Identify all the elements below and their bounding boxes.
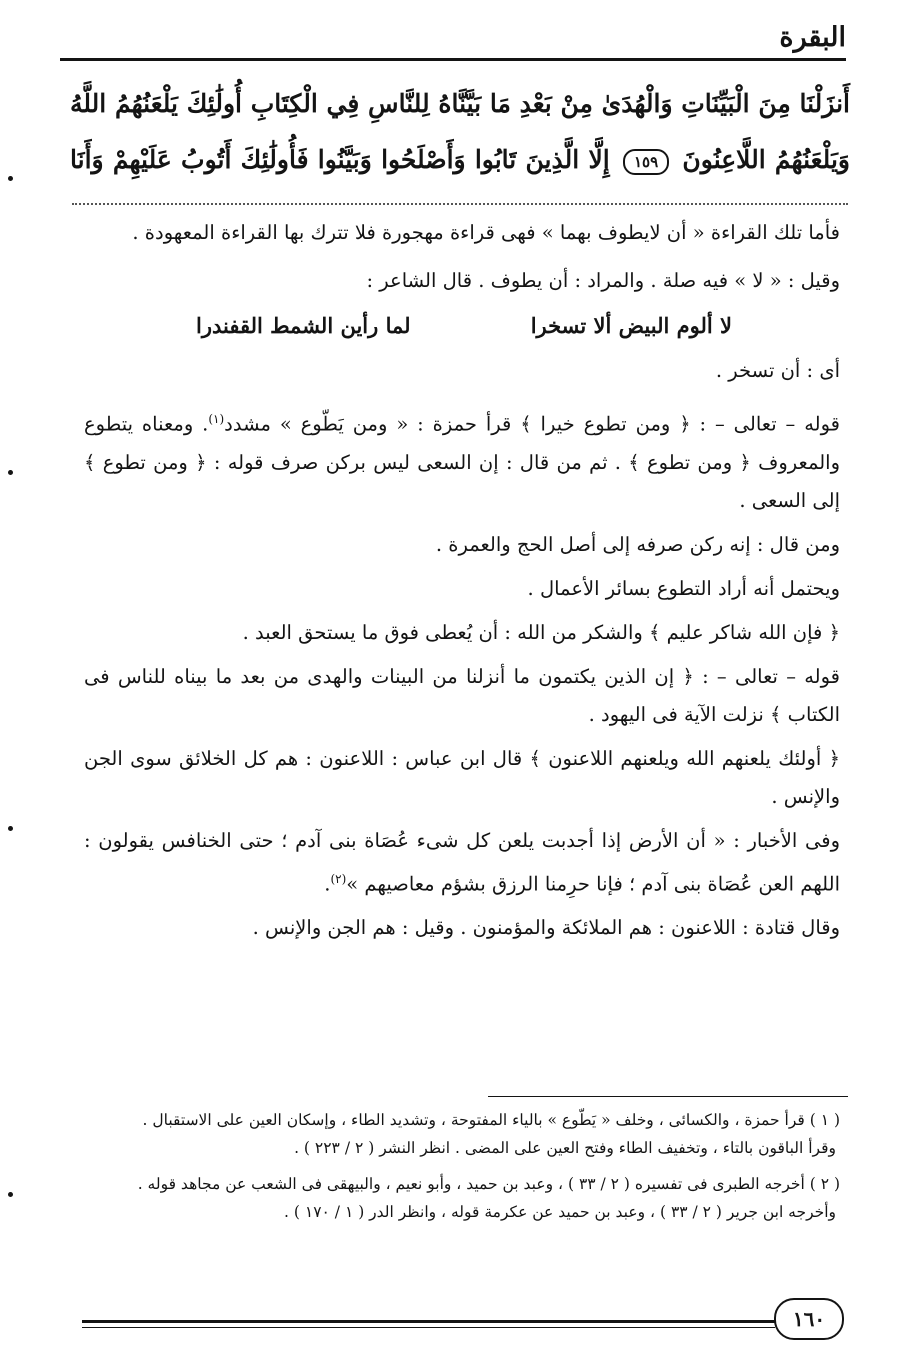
- footnote-rule: [488, 1096, 848, 1097]
- margin-mark: [8, 470, 13, 475]
- verse-second-hemistich: لما رأين الشمط القفندرا: [196, 313, 411, 338]
- footnotes: [68, 1106, 840, 1226]
- ayah-number-marker: ١٥٩: [623, 149, 669, 175]
- paragraph-8: قوله – تعالى – : ﴿ إن الذين يكتمون ما أنزلنا من البينات والهدى من بعد ما بيناه للناس فى الكتاب ﴾ نزلت الآية فى اليهود .: [84, 664, 840, 726]
- quran-line-1: أَنزَلْنَا مِنَ الْبَيِّنَاتِ وَالْهُدَىٰ مِنْ بَعْدِ مَا بَيَّنَّاهُ لِلنَّاسِ فِي الْكِتَابِ أُولَٰئِكَ يَلْعَنُهُمُ اللَّهُ: [70, 89, 850, 118]
- header-rule: [60, 58, 846, 61]
- verse-first-hemistich: لا ألوم البيض ألا تسخرا: [530, 313, 732, 338]
- quran-text: [70, 76, 850, 188]
- page-header: [60, 22, 846, 62]
- margin-mark: [8, 1192, 13, 1197]
- section-divider: [72, 203, 848, 205]
- paragraph-10: [84, 822, 840, 904]
- quran-line-2: [70, 132, 850, 188]
- page-number: ١٦٠: [774, 1298, 844, 1340]
- paragraph-9: ﴿ أولئك يلعنهم الله ويلعنهم اللاعنون ﴾ قال ابن عباس : اللاعنون : هم كل الخلائق سوى الجن والإنس .: [84, 746, 840, 808]
- paragraph-10-text-a: وفى الأخبار : « أن الأرض إذا أجدبت يلعن كل شىء عُصَاة بنى آدم ؛ حتى الخنافس يقولون : اللهم العن عُصَاة بنى آدم ؛ فإنا حرِمنا الرزق بشؤم معاصيهم »: [84, 828, 840, 895]
- footnote-2-line-2: وأخرجه ابن جرير ( ٢ / ٣٣ ) ، وعبد بن حميد عن عكرمة قوله ، وانظر الدر ( ١ / ١٧٠ ) .: [284, 1203, 836, 1221]
- margin-mark: [8, 176, 13, 181]
- quran-line-2-start: وَيَلْعَنُهُمُ اللَّاعِنُونَ: [682, 145, 850, 174]
- commentary: [84, 214, 840, 953]
- footnote-1-line-1: ( ١ ) قرأ حمزة ، والكسائى ، وخلف « يَطّوع » بالياء المفتوحة ، وتشديد الطاء ، وإسكان العين على الاستقبال .: [142, 1111, 840, 1129]
- paragraph-3: أى : أن تسخر .: [715, 359, 840, 382]
- paragraph-2: وقيل : « لا » فيه صلة . والمراد : أن يطوف . قال الشاعر :: [366, 269, 840, 292]
- surah-name: البقرة: [779, 22, 846, 53]
- footnote-ref-1[interactable]: (١): [208, 412, 225, 426]
- paragraph-11: وقال قتادة : اللاعنون : هم الملائكة والمؤمنون . وقيل : هم الجن والإنس .: [252, 916, 840, 939]
- poetry-verse: [84, 306, 840, 346]
- paragraph-10-text-b: .: [324, 872, 331, 895]
- paragraph-7: ﴿ فإن الله شاكر عليم ﴾ والشكر من الله : أن يُعطى فوق ما يستحق العبد .: [242, 620, 840, 644]
- paragraph-4: [84, 400, 840, 520]
- bottom-rule-thick: [82, 1320, 775, 1323]
- bottom-rules: [82, 1320, 775, 1328]
- bottom-rule-thin: [82, 1327, 775, 1328]
- paragraph-6: ويحتمل أنه أراد التطوع بسائر الأعمال .: [527, 576, 840, 600]
- footnote-2-line-1: ( ٢ ) أخرجه الطبرى فى تفسيره ( ٢ / ٣٣ ) ، وعبد بن حميد ، وأبو نعيم ، والبيهقى فى الشعب عن مجاهد قوله .: [137, 1175, 840, 1193]
- paragraph-4-text-a: قوله – تعالى – : ﴿ ومن تطوع خيرا ﴾ قرأ حمزة : « ومن يَطّوع » مشدد: [224, 412, 840, 436]
- footnote-ref-2[interactable]: (٢): [330, 871, 347, 886]
- margin-mark: [8, 826, 13, 831]
- quran-line-2-end: إِلَّا الَّذِينَ تَابُوا وَأَصْلَحُوا وَبَيَّنُوا فَأُولَٰئِكَ أَتُوبُ عَلَيْهِمْ وَأَنَا: [70, 145, 610, 174]
- paragraph-1: فأما تلك القراءة « أن لايطوف بهما » فهى قراءة مهجورة فلا تترك بها القراءة المعهودة .: [132, 221, 840, 244]
- footnote-1-line-2: وقرأ الباقون بالتاء ، وتخفيف الطاء وفتح العين على المضى . انظر النشر ( ٢ / ٢٢٣ ) .: [294, 1139, 836, 1157]
- paragraph-4-text-b: . ومعناه يتطوع والمعروف ﴿ ومن تطوع ﴾ . ثم من قال : إن السعى ليس بركن صرف قوله : ﴿ ومن تطوع ﴾ إلى السعى .: [84, 412, 840, 512]
- paragraph-5: ومن قال : إنه ركن صرفه إلى أصل الحج والعمرة .: [435, 532, 840, 556]
